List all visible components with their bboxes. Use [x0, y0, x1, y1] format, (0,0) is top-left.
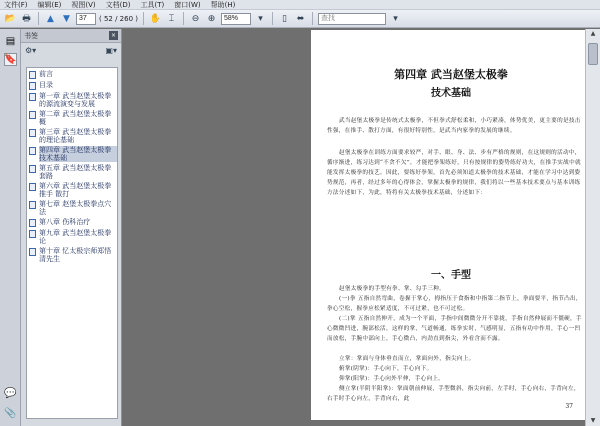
intro-paragraph-2: 赵堡太极拳在训练方面要求较严，对手、眼、身、法、步有严格的规则，在这规则的活动中，循序渐进，练习达到“不贪不欠”，才能把拳架练好，只有按规律的姿势练好功夫，在推手实战中就能发挥太极拳的技艺。因此，要练好拳架，首先必须知道太极拳的技术基础，才能在学习中达到姿势规范，再者，经过多年的心得体会，掌握太极拳的规律，我们将以一些基本技术要点与基本训练方法分述如下，为此，特将有关太极拳技术基础，分述如下：	[327, 150, 581, 196]
bookmark-item-selected[interactable]	[27, 146, 117, 162]
select-tool-icon[interactable]: ⌶	[168, 13, 175, 24]
bookmark-item[interactable]	[27, 218, 117, 227]
next-page-down-icon[interactable]: ▼	[63, 13, 70, 24]
bookmark-item[interactable]	[27, 92, 117, 108]
bookmark-page-icon	[29, 201, 36, 209]
bookmarks-icon[interactable]: 🔖	[4, 54, 17, 65]
vertical-scrollbar[interactable]	[585, 29, 600, 426]
bookmarks-panel	[21, 29, 122, 426]
fit-width-icon[interactable]: ⬌	[296, 13, 305, 24]
intro-paragraph-1: 武当赵堡太极拳是传统式太极拳，不但拳式舒松柔和，小巧紧凑，体势优美，更主要的是技击性强，在推手、散打方面，有很好特别性，是武当内家拳的发展的继续。	[327, 118, 581, 134]
fit-page-icon[interactable]: ▯	[282, 13, 287, 24]
scrollbar-thumb[interactable]	[588, 43, 598, 65]
prev-page-up-icon[interactable]: ▲	[47, 13, 54, 24]
page-count: ( 52 / 260 )	[99, 14, 138, 23]
zoom-out-icon[interactable]: ⊖	[191, 13, 200, 24]
bookmark-label: 第四章 武当赵堡太极拳技术基础	[39, 146, 117, 162]
zoom-dropdown-icon[interactable]: ▾	[258, 13, 263, 24]
chapter-title: 第四章 武当赵堡太极拳	[394, 68, 508, 81]
page-number: 37	[565, 403, 573, 410]
toolbar-divider	[312, 12, 313, 25]
bookmark-item[interactable]	[27, 229, 117, 245]
search-input[interactable]	[318, 13, 386, 25]
menu-document[interactable]: 文档(D)	[105, 0, 131, 9]
toolbar-divider	[183, 12, 184, 25]
menu-window[interactable]: 窗口(W)	[174, 0, 201, 9]
body-paragraph-6: 仰掌(阳掌)：手心向外平伸，手心向上。	[339, 376, 445, 382]
bookmark-item[interactable]	[27, 128, 117, 144]
bookmark-label: 目录	[39, 81, 53, 89]
toolbar-divider	[143, 12, 144, 25]
attachments-icon[interactable]: 📎	[4, 408, 17, 419]
bookmark-label: 第八章 伤科治疗	[39, 218, 91, 226]
pages-icon[interactable]: ▤	[5, 36, 16, 47]
bookmark-label: 第五章 武当赵堡太极拳套路	[39, 164, 112, 180]
bookmark-label: 第二章 武当赵堡太极拳概	[39, 110, 112, 126]
bookmark-label: 第七章 赵堡太极拳点穴法	[39, 200, 112, 216]
bookmark-page-icon	[29, 219, 36, 227]
zoom-in-icon[interactable]: ⊕	[207, 13, 216, 24]
bookmark-item[interactable]	[27, 200, 117, 216]
bookmark-item[interactable]	[27, 110, 117, 126]
bookmark-item[interactable]	[27, 81, 117, 90]
body-paragraph-3: (二)掌 五指自然伸开，成为一个平面，手指中间微微分开不靠拢，手指自然伸展而不僵硬，手心微微凹进，腕部松活，这样的掌，气道畅通，练拳实时，气感明显，五指有功中作用，手心一凹而放松，手腕中部向上，手心微凸，内劲直到指尖，外看含而不露。	[327, 316, 582, 342]
bookmarks-panel-header	[21, 29, 121, 43]
search-dropdown-icon[interactable]: ▾	[393, 13, 398, 24]
open-icon[interactable]: 📂	[4, 13, 17, 24]
bookmark-label: 第一章 武当赵堡太极拳的源流演变与发展	[39, 92, 112, 108]
menu-file[interactable]: 文件(F)	[4, 0, 28, 9]
body-paragraph-2: (一)拳 五指自然弯曲，卷握于掌心，拇指压于食指和中指第二指节上，拳面要平，指节凸出，拳心空松，握拳应松紧适度，不可过紧，也不可过松。	[327, 296, 582, 312]
menu-bar	[0, 0, 600, 10]
bookmark-page-icon	[29, 129, 36, 137]
bookmark-page-icon	[29, 93, 36, 101]
close-icon[interactable]: ×	[110, 32, 117, 39]
zoom-input[interactable]	[221, 13, 251, 25]
toolbar-divider	[272, 12, 273, 25]
scroll-up-icon[interactable]: ▲	[590, 30, 596, 37]
bookmark-item[interactable]	[27, 247, 117, 263]
bookmark-page-icon	[29, 230, 36, 238]
body-paragraph-7: 侧立掌(半阴半阳掌)：掌面朝前伸展，手型微斜，指尖向前，左手时，手心向右，手背向左，右手时手心向左，手背向右，此	[327, 386, 580, 402]
bookmark-page-icon	[29, 82, 36, 90]
document-page	[311, 30, 591, 420]
bookmark-item[interactable]	[27, 182, 117, 198]
bookmark-label: 第九章 武当赵堡太极拳论	[39, 229, 112, 245]
page-number-input[interactable]	[76, 13, 96, 25]
menu-help[interactable]: 帮助(H)	[210, 0, 236, 9]
bookmark-page-icon	[29, 165, 36, 173]
menu-edit[interactable]: 编辑(E)	[37, 0, 62, 9]
bookmark-label: 第三章 武当赵堡太极拳的理论基础	[39, 128, 112, 144]
bookmark-page-icon	[29, 71, 36, 79]
menu-tools[interactable]: 工具(T)	[140, 0, 165, 9]
chapter-subtitle: 技术基础	[431, 88, 471, 99]
body-paragraph-4: 立掌：掌面与身体垂直而立，掌面向外，指尖向上。	[339, 356, 475, 362]
menu-view[interactable]: 视图(V)	[71, 0, 96, 9]
toolbar	[0, 10, 600, 28]
section-title: 一、手型	[431, 270, 471, 281]
options-icon[interactable]: ⚙▾	[25, 45, 37, 55]
body-paragraph-1: 赵堡太极拳的手型有拳、掌、勾手三种。	[339, 286, 446, 292]
navigation-icon-strip	[0, 29, 21, 426]
bookmark-label: 第十章 忆太极宗师郑悟清先生	[39, 247, 112, 263]
bookmark-label: 第六章 武当赵堡太极拳推手 散打	[39, 182, 112, 198]
bookmarks-panel-title: 书签	[24, 31, 38, 40]
comments-icon[interactable]: 💬	[4, 388, 17, 399]
bookmark-page-icon	[29, 111, 36, 119]
body-paragraph-5: 俯掌(阴掌)：手心向下，手心向下。	[339, 366, 433, 372]
bookmark-page-icon	[29, 147, 36, 155]
bookmarks-toolbar	[21, 43, 121, 57]
bookmark-page-icon	[29, 248, 36, 256]
bookmark-label: 前言	[39, 70, 53, 78]
new-bookmark-icon[interactable]: ▣▾	[105, 45, 117, 55]
bookmark-item[interactable]	[27, 164, 117, 180]
scroll-down-icon[interactable]: ▼	[590, 417, 596, 424]
toolbar-divider	[38, 12, 39, 25]
document-view[interactable]	[123, 29, 600, 426]
print-icon[interactable]: 🖶	[22, 13, 31, 24]
hand-tool-icon[interactable]: ✋	[149, 13, 162, 24]
bookmark-page-icon	[29, 183, 36, 191]
bookmark-item[interactable]	[27, 70, 117, 79]
bookmark-list	[26, 67, 118, 419]
